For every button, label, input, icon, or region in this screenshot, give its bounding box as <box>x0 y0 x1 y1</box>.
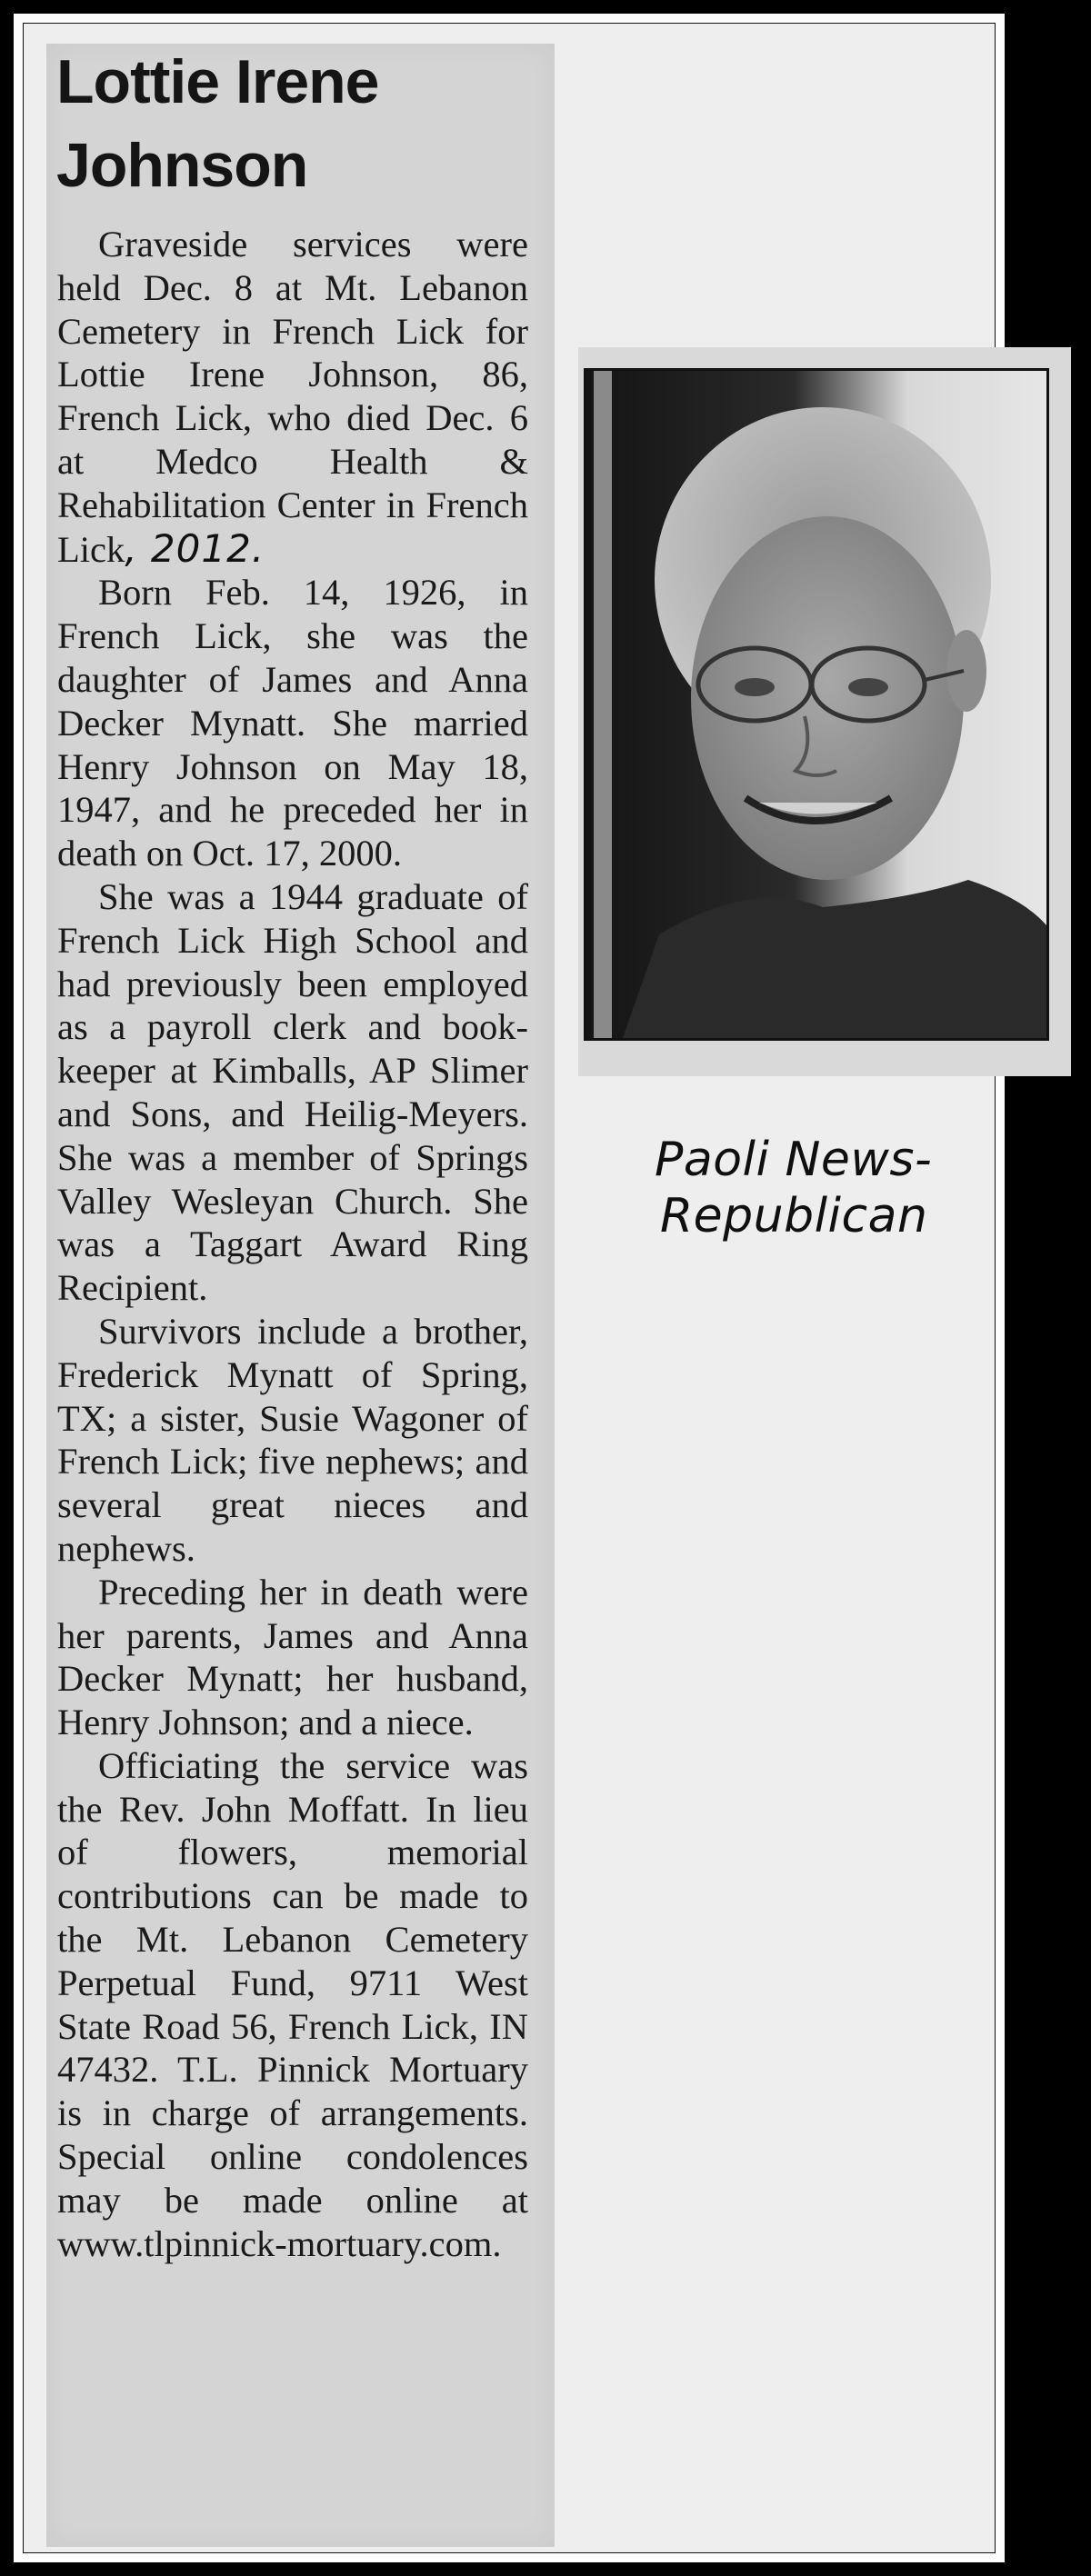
portrait-photo <box>584 368 1049 1041</box>
paragraph-officiating: Officiating the service was the Rev. John Moffatt. In lieu of flowers, memorial contributions can be made to the Mt. Lebanon Cemetery Perpetual Fund, 9711 West State Road 56, French Lick, IN 47432. T.L. Pinnick Mortuary is in charge of arrangements. Special online condolences may be made online at www.tlpinnick-mortuary.com. <box>57 1744 528 2264</box>
obituary-headline <box>56 40 547 207</box>
paragraph-birth: Born Feb. 14, 1926, in French Lick, she was the daughter of James and Anna Decker Mynatt. She married Henry Johnson on May 18, 1947, and he preceded her in death on Oct. 17, 2000. <box>57 572 528 874</box>
source-note-line-2: Republican <box>660 1189 928 1243</box>
headline-line-1: Lottie Irene <box>56 47 379 116</box>
source-note-line-1: Paoli News- <box>655 1133 933 1187</box>
paragraph-preceded: Preceding her in death were her parents, James and Anna Decker Mynatt; her husband, Henry Johnson; and a niece. <box>57 1571 528 1743</box>
handwritten-source-note <box>655 1132 1000 1244</box>
portrait-image <box>586 371 1046 1038</box>
paragraph-career: She was a 1944 graduate of French Lick High School and had previously been employed as a payroll clerk and bookkeeper at Kimballs, AP Slimer and Sons, and Heilig-Meyers. She was a member of Springs Valley Wesleyan Church. She was a Taggart Award Ring Recipient. <box>57 875 528 1309</box>
obituary-body <box>57 223 528 2265</box>
headline-line-2: Johnson <box>56 131 308 200</box>
handwritten-year-annotation: , 2012. <box>125 525 265 571</box>
paragraph-survivors: Survivors include a brother, Frederick Mynatt of Spring, TX; a sister, Susie Wagoner of French Lick; five nephews; and several great nieces and nephews. <box>57 1310 528 1569</box>
paragraph-services: Graveside services were held Dec. 8 at Mt. Lebanon Cemetery in French Lick for Lottie Irene Johnson, 86, French Lick, who died Dec. 6 at Medco Health & Rehabilitation Center in French Lick, 2012. <box>57 224 528 571</box>
